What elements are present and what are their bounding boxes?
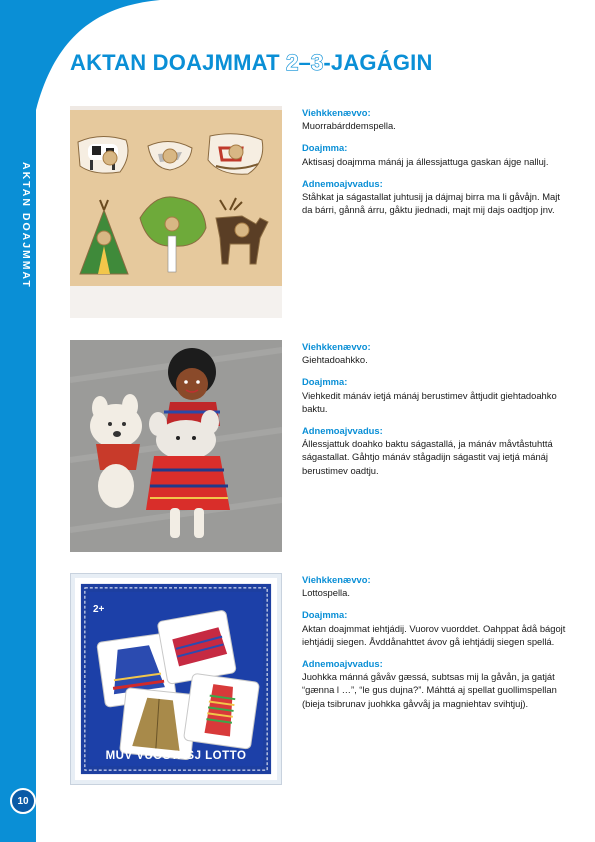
activity-label: Doajmma: [302, 376, 348, 388]
activity-label: Doajmma: [302, 609, 348, 621]
lotto-photo [70, 573, 282, 785]
tool-text: Giehtadoahkko. [302, 354, 368, 366]
title-num-2: 3 [310, 50, 324, 75]
activity-label: Doajmma: [302, 142, 348, 154]
help-label: Adnemoajvvadus: [302, 658, 383, 670]
help-text: Juohkka mánná gåvåv gæssá, subtsas mij la gåvån, ja gatját “gænna l …”, “le gus dujna?”. Máhttá aj spellat guollimspellan (bieja tsibrunav juohkka gåvvåj ja magniehtav svihtjuj). [302, 671, 557, 709]
help-label: Adnemoajvvadus: [302, 177, 383, 189]
puppet-photo [70, 340, 282, 552]
title-dash: – [298, 50, 311, 75]
tool-label: Viehkkenævvo: [302, 574, 371, 585]
title-after: -JAGÁGIN [323, 50, 433, 75]
activity-text: Viehkedit mánáv ietjá mánáj berustimev åttjudit giehtadoahko baktu. [302, 389, 557, 414]
help-text: Ståhkat ja ságastallat juhtusij ja dájmaj birra ma li gåvåjn. Majt da bárri, gånnå árru, gåktu jiednadi, majt mij dajs oadtjop jnv. [302, 191, 560, 216]
activity-text: Aktisasj doajmma mánáj ja állessjattuga gaskan ájge nalluj. [302, 155, 549, 167]
help-label: Adnemoajvvadus: [302, 425, 383, 437]
activity-block-2 [302, 340, 570, 486]
title-before: AKTAN DOAJMMAT [70, 50, 287, 75]
page-number: 10 [10, 788, 36, 814]
activity-block-3 [302, 573, 570, 719]
help-text: Állessjattuk doahko baktu ságastallá, ja mánáv måvtåstuhttá ságastallat. Gåhtjo mánáv stågadijn ságastit vaj ietjá mánáj berustimev oadtju. [302, 438, 553, 476]
page-title [70, 50, 433, 76]
tool-label: Viehkkenævvo: [302, 341, 371, 352]
tool-text: Lottospella. [302, 587, 350, 599]
lotto-title: MUV VUOSTASJ LOTTO [105, 750, 247, 762]
activity-text: Aktan doajmmat iehtjádij. Vuorov vuorddet. Oahppat ådå bágojt iehtjádij siegen. Åvddånahttet ávov gå iehtjádij siegen spellá. [302, 622, 566, 647]
puzzle-photo [70, 106, 282, 318]
side-label: AKTAN DOAJMMAT [20, 161, 32, 289]
tool-text: Muorrabárddemspella. [302, 120, 396, 132]
activity-block-1 [302, 106, 570, 225]
tool-label: Viehkkenævvo: [302, 107, 371, 118]
title-num-1: 2 [286, 50, 299, 75]
lotto-age-badge: 2+ [93, 604, 105, 615]
